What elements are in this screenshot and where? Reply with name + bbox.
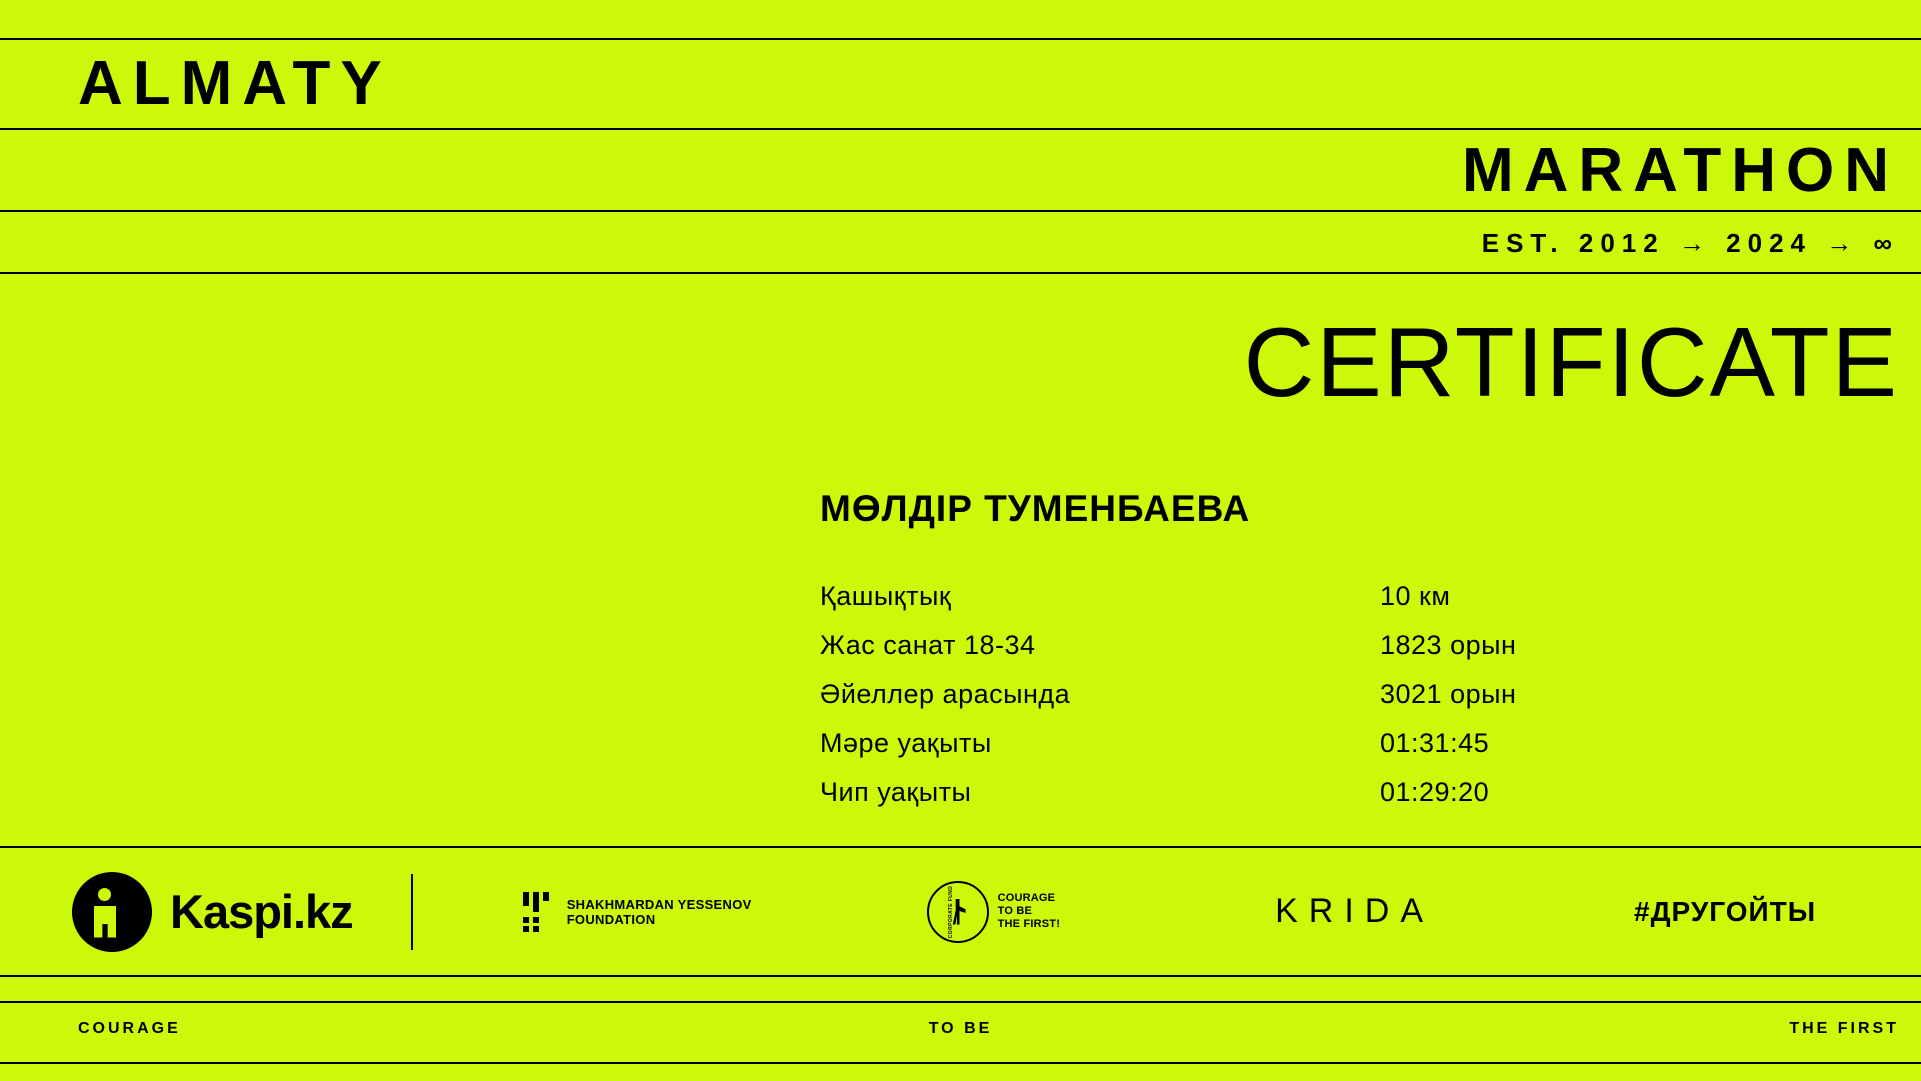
result-value: 01:31:45 xyxy=(1380,728,1490,758)
sponsor-kaspi xyxy=(72,872,353,952)
result-label: Қашықтық xyxy=(820,581,952,611)
athlete-name: МӨЛДІР ТУМЕНБАЕВА xyxy=(820,488,1251,529)
established-line: EST. 2012 → 2024 → ∞ xyxy=(1481,228,1899,258)
result-value: 3021 орын xyxy=(1380,679,1517,709)
result-value: 1823 орын xyxy=(1380,630,1517,660)
yessenov-line-2: FOUNDATION xyxy=(566,911,656,927)
sponsor-yessenov-foundation xyxy=(523,892,752,932)
divider-top-1 xyxy=(0,38,1921,40)
kaspi-logo-icon xyxy=(72,872,152,952)
divider-bottom xyxy=(0,1062,1921,1064)
result-row xyxy=(820,627,1680,663)
corporate-fund-seal-icon xyxy=(927,881,989,943)
footer-right: THE FIRST xyxy=(1789,1020,1899,1037)
result-row xyxy=(820,676,1680,712)
footer-left: COURAGE xyxy=(78,1020,181,1037)
divider-top-4 xyxy=(0,272,1921,274)
sponsor-corporate-fund xyxy=(927,881,1061,943)
brand-almaty: ALMATY xyxy=(78,49,392,118)
result-label: Мәре уақыты xyxy=(820,728,992,758)
result-label: Чип уақыты xyxy=(820,777,972,807)
result-value: 01:29:20 xyxy=(1380,777,1490,807)
corporate-fund-line-3: THE FIRST! xyxy=(997,918,1061,930)
yessenov-logo-icon xyxy=(523,892,557,932)
corporate-fund-wordmark xyxy=(998,892,1061,931)
footer-middle: TO BE xyxy=(928,1020,993,1037)
brand-marathon: MARATHON xyxy=(1461,136,1899,205)
divider-footer-2 xyxy=(0,1001,1921,1003)
sponsor-divider xyxy=(411,874,413,950)
corporate-fund-ring-icon xyxy=(927,881,989,943)
divider-top-2 xyxy=(0,128,1921,130)
result-label: Жас санат 18-34 xyxy=(820,630,1036,660)
yessenov-line-1: SHAKHMARDAN YESSENOV xyxy=(566,896,752,912)
sponsor-krida: KRIDA xyxy=(1275,892,1435,930)
sponsor-band xyxy=(0,848,1921,975)
sponsor-drugoity: #ДРУГОЙТЫ xyxy=(1634,895,1817,927)
divider-footer-1 xyxy=(0,975,1921,977)
divider-top-3 xyxy=(0,210,1921,212)
page-title: CERTIFICATE xyxy=(1243,307,1899,417)
result-row xyxy=(820,578,1680,614)
corporate-fund-ring-text: CORPORATE FUND xyxy=(947,885,954,938)
corporate-fund-line-2: TO BE xyxy=(997,905,1033,917)
result-value: 10 км xyxy=(1380,581,1451,611)
result-row xyxy=(820,774,1680,810)
result-row xyxy=(820,725,1680,761)
corporate-fund-line-1: COURAGE xyxy=(997,892,1056,904)
yessenov-wordmark xyxy=(567,897,752,927)
result-label: Әйеллер арасында xyxy=(820,679,1071,709)
kaspi-wordmark: Kaspi.kz xyxy=(170,885,353,938)
results-table xyxy=(820,578,1680,823)
footer-slogan xyxy=(0,1020,1921,1038)
